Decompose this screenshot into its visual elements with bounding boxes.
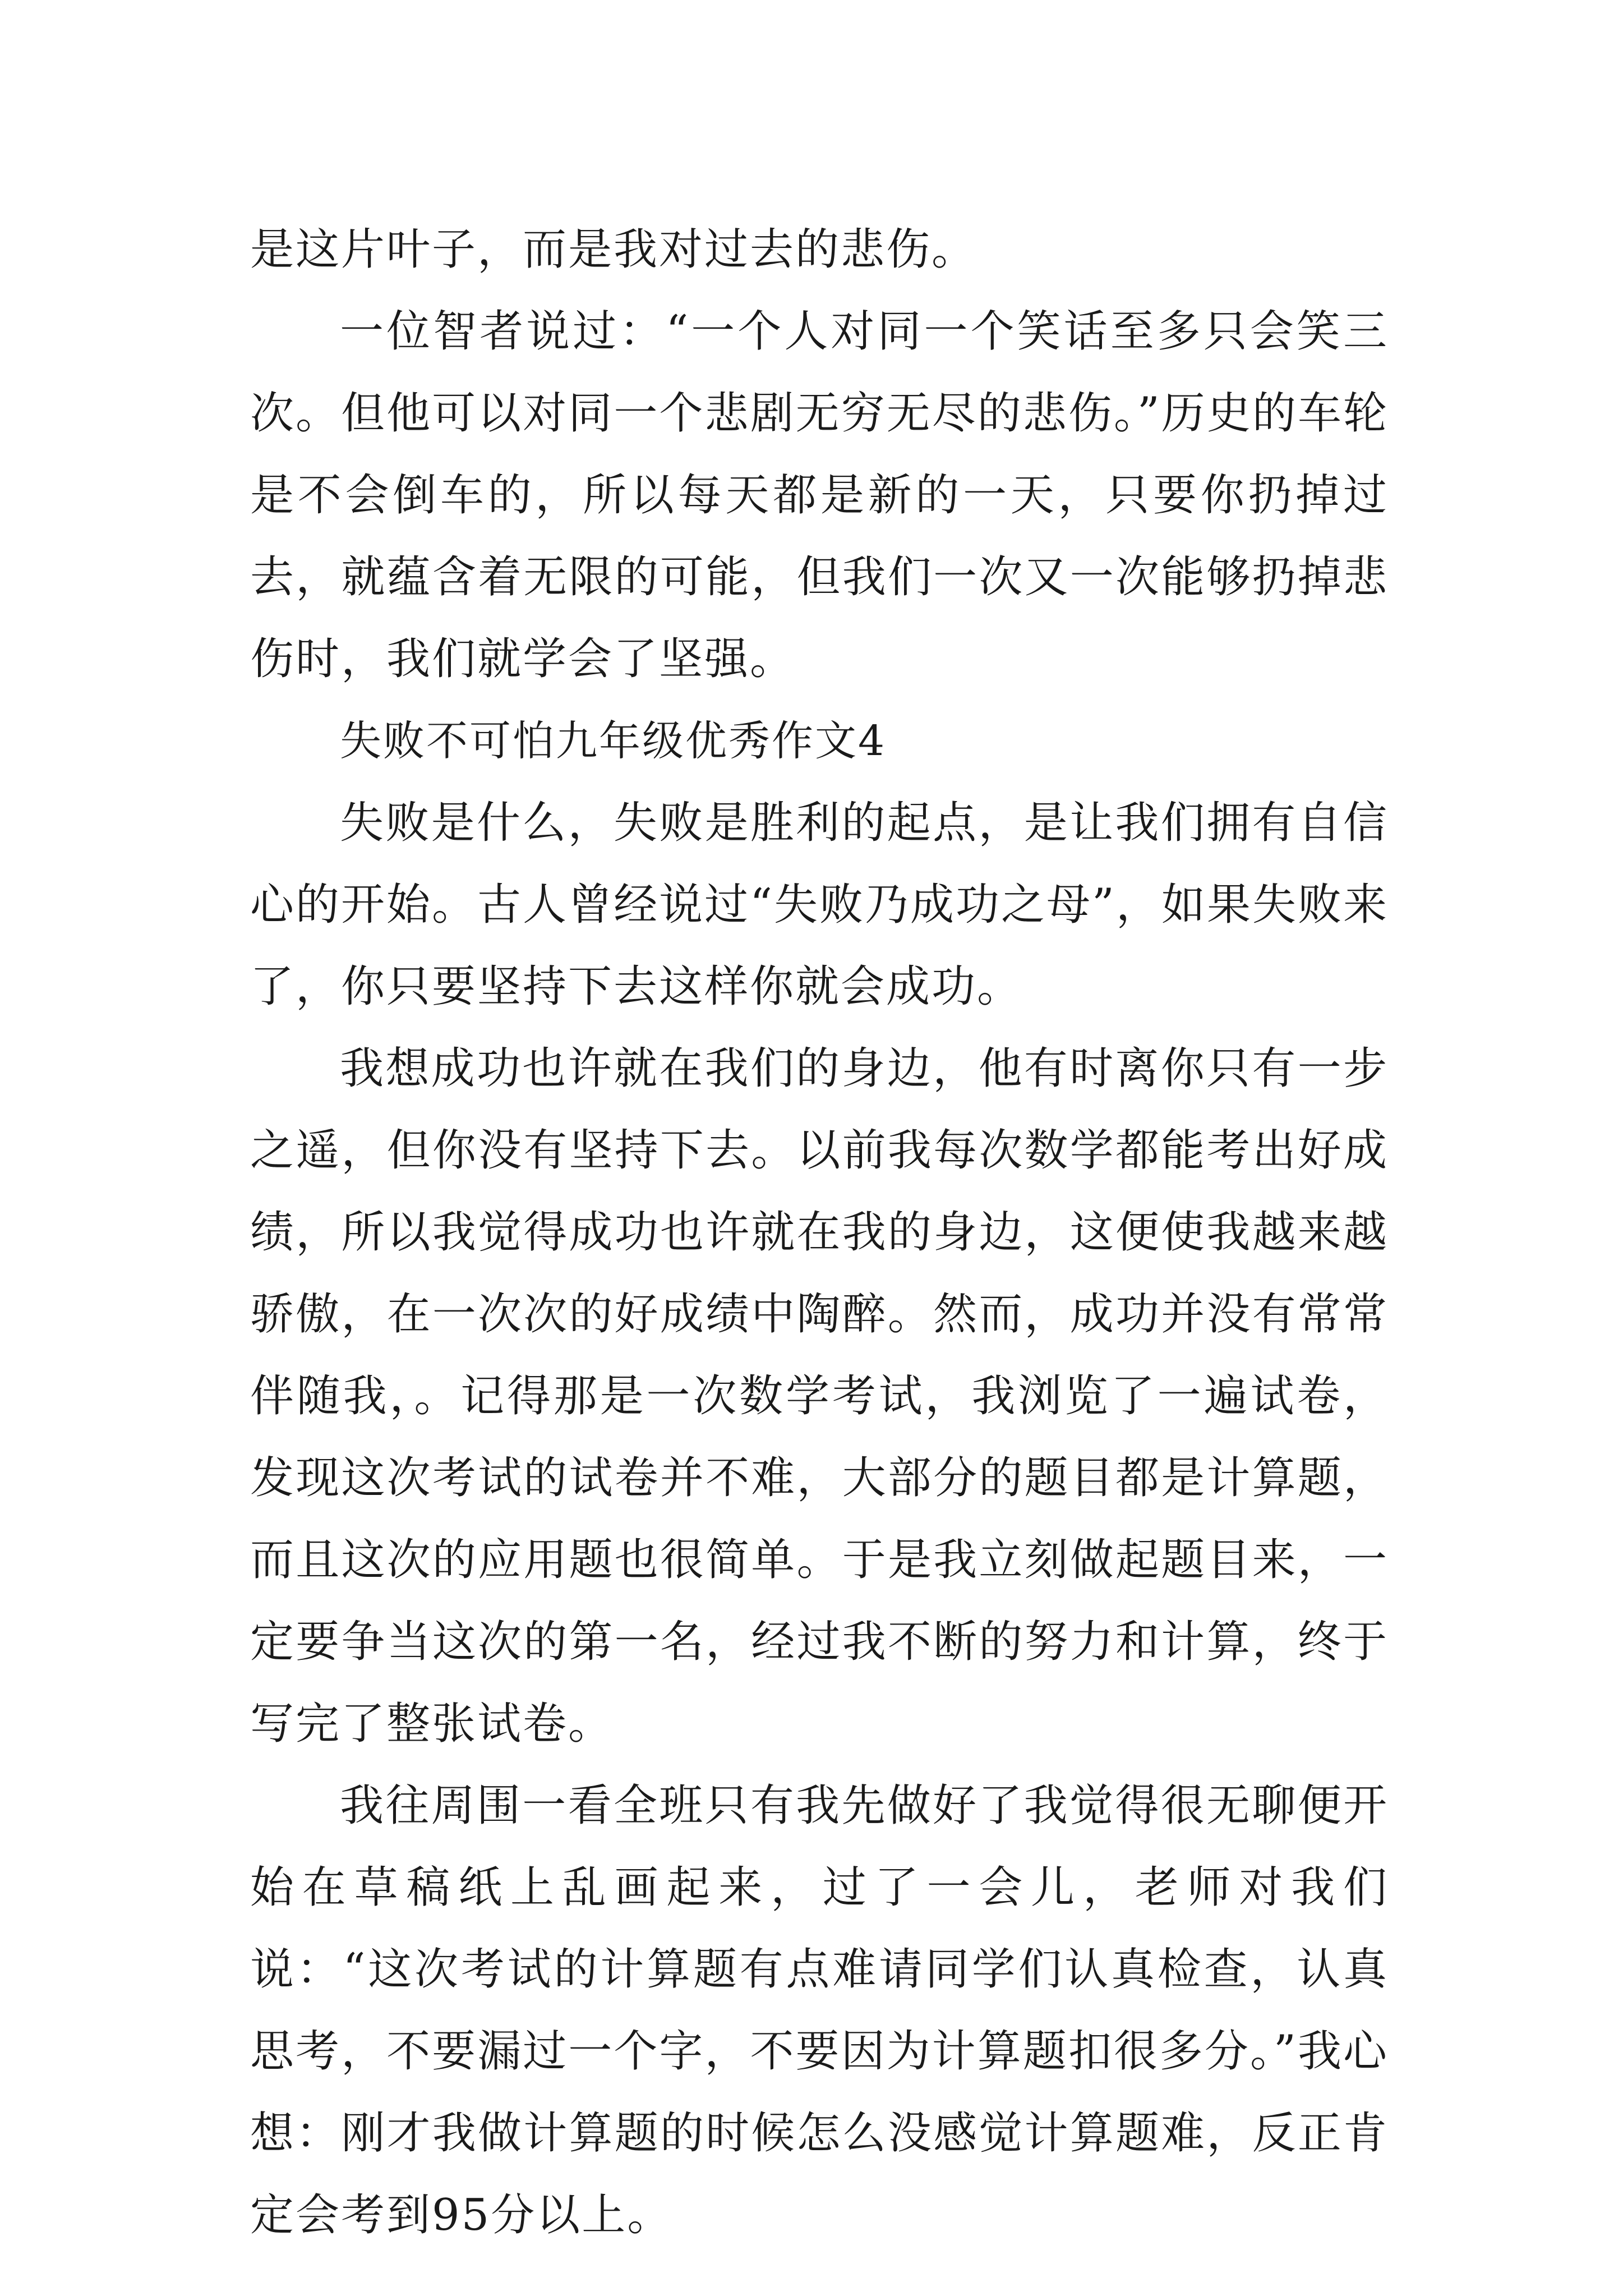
paragraph-continuation: 是这片叶子，而是我对过去的悲伤。 [250,224,978,275]
essay-title: 失败不可怕九年级优秀作文4 [340,717,887,765]
document-page [250,209,1389,2256]
paragraph-sage-quote: 一位智者说过：“一个人对同一个笑话至多只会笑三次。但他可以对同一个悲剧无穷无尽的悲伤。”历史的车轮是不会倒车的，所以每天都是新的一天，只要你扔掉过去，就蕴含着无限的可能，但我们一次又一次能够扔掉悲伤时，我们就学会了坚强。 [250,306,1389,684]
paragraph-math-exam: 我想成功也许就在我们的身边，他有时离你只有一步之遥，但你没有坚持下去。以前我每次数学都能考出好成绩，所以我觉得成功也许就在我的身边，这便使我越来越骄傲，在一次次的好成绩中陶醉。然而，成功并没有常常伴随我，。记得那是一次数学考试，我浏览了一遍试卷，发现这次考试的试卷并不难，大部分的题目都是计算题，而且这次的应用题也很简单。于是我立刻做起题目来，一定要争当这次的第一名，经过我不断的努力和计算，终于写完了整张试卷。 [250,1043,1389,1749]
paragraph-what-is-failure: 失败是什么，失败是胜利的起点，是让我们拥有自信心的开始。古人曾经说过“失败乃成功之母”，如果失败来了，你只要坚持下去这样你就会成功。 [250,798,1389,1012]
paragraph-teacher-warning: 我往周围一看全班只有我先做好了我觉得很无聊便开始在草稿纸上乱画起来，过了一会儿，老师对我们说：“这次考试的计算题有点难请同学们认真检查，认真思考，不要漏过一个字，不要因为计算题扣很多分。”我心想：刚才我做计算题的时候怎么没感觉计算题难，反正肯定会考到95分以上。 [250,1780,1389,2240]
